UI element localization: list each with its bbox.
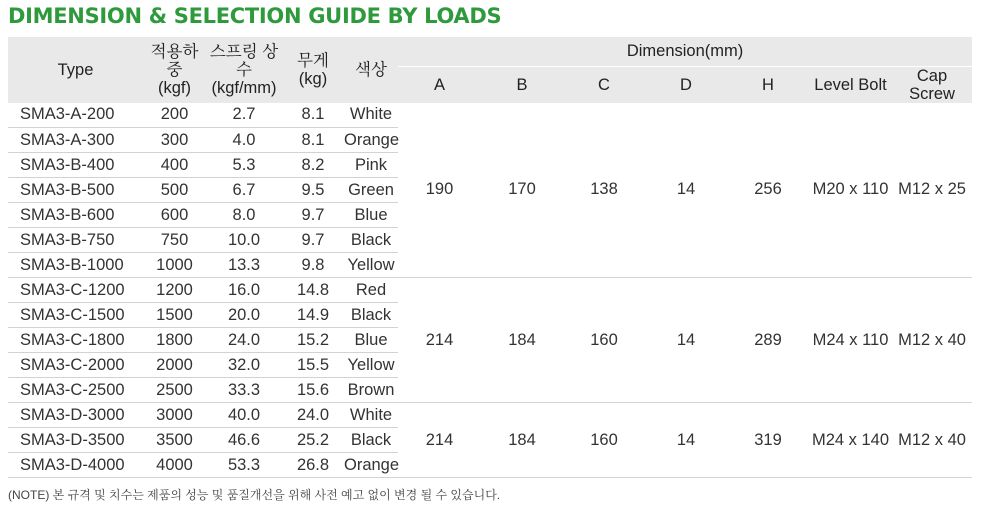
type-cell: SMA3-D-3000 [8, 403, 143, 428]
load-cell: 1500 [143, 303, 206, 328]
color-cell: Blue [344, 203, 398, 228]
level-bolt-cell: M24 x 140 [809, 403, 892, 478]
cap-screw-cell: M12 x 25 [892, 103, 972, 278]
selection-table [8, 37, 972, 478]
spring-cell: 2.7 [206, 103, 282, 128]
color-cell: Black [344, 303, 398, 328]
type-cell: SMA3-C-1200 [8, 278, 143, 303]
load-cell: 2000 [143, 353, 206, 378]
header-load [143, 37, 206, 103]
header-color: 색상 [344, 37, 398, 103]
weight-cell: 8.1 [282, 128, 344, 153]
header-a: A [398, 66, 481, 103]
color-cell: Orange [344, 453, 398, 478]
dim-d-cell: 14 [645, 278, 727, 403]
load-cell: 300 [143, 128, 206, 153]
header-d: D [645, 66, 727, 103]
weight-cell: 26.8 [282, 453, 344, 478]
color-cell: Brown [344, 378, 398, 403]
type-cell: SMA3-B-750 [8, 228, 143, 253]
page-title: DIMENSION & SELECTION GUIDE BY LOADS [8, 4, 502, 28]
spring-cell: 46.6 [206, 428, 282, 453]
dim-a-cell: 214 [398, 278, 481, 403]
dim-h-cell: 256 [727, 103, 809, 278]
table-row [8, 403, 972, 428]
load-cell: 4000 [143, 453, 206, 478]
type-cell: SMA3-D-3500 [8, 428, 143, 453]
header-level-bolt: Level Bolt [809, 66, 892, 103]
type-cell: SMA3-C-2500 [8, 378, 143, 403]
header-h: H [727, 66, 809, 103]
weight-cell: 9.7 [282, 203, 344, 228]
spring-cell: 40.0 [206, 403, 282, 428]
header-load-unit: (kgf) [158, 78, 191, 97]
weight-cell: 25.2 [282, 428, 344, 453]
spring-cell: 13.3 [206, 253, 282, 278]
header-load-label: 적용하중 [150, 42, 199, 79]
header-spring-unit: (kgf/mm) [211, 78, 277, 97]
load-cell: 200 [143, 103, 206, 128]
weight-cell: 9.7 [282, 228, 344, 253]
dim-c-cell: 138 [563, 103, 645, 278]
header-spring [206, 37, 282, 103]
type-cell: SMA3-C-1800 [8, 328, 143, 353]
dim-d-cell: 14 [645, 103, 727, 278]
weight-cell: 24.0 [282, 403, 344, 428]
color-cell: Orange [344, 128, 398, 153]
color-cell: Blue [344, 328, 398, 353]
dim-h-cell: 319 [727, 403, 809, 478]
dim-a-cell: 214 [398, 403, 481, 478]
weight-cell: 15.2 [282, 328, 344, 353]
spring-cell: 24.0 [206, 328, 282, 353]
spring-cell: 10.0 [206, 228, 282, 253]
type-cell: SMA3-D-4000 [8, 453, 143, 478]
color-cell: Black [344, 228, 398, 253]
table-header [8, 37, 972, 103]
table-body [8, 103, 972, 478]
dim-d-cell: 14 [645, 403, 727, 478]
footnote: (NOTE) 본 규격 및 치수는 제품의 성능 및 품질개선을 위해 사전 예고 없이 변경 될 수 있습니다. [8, 488, 501, 502]
load-cell: 600 [143, 203, 206, 228]
type-cell: SMA3-B-400 [8, 153, 143, 178]
load-cell: 1000 [143, 253, 206, 278]
load-cell: 500 [143, 178, 206, 203]
type-cell: SMA3-B-500 [8, 178, 143, 203]
color-cell: Black [344, 428, 398, 453]
table-row [8, 278, 972, 303]
header-dimension: Dimension(mm) [398, 37, 972, 66]
color-cell: Yellow [344, 353, 398, 378]
type-cell: SMA3-B-600 [8, 203, 143, 228]
weight-cell: 15.6 [282, 378, 344, 403]
header-spring-label: 스프링 상수 [209, 42, 279, 79]
spring-cell: 33.3 [206, 378, 282, 403]
dim-a-cell: 190 [398, 103, 481, 278]
load-cell: 2500 [143, 378, 206, 403]
header-cap-screw: Cap Screw [892, 66, 972, 103]
load-cell: 1800 [143, 328, 206, 353]
level-bolt-cell: M24 x 110 [809, 278, 892, 403]
color-cell: Green [344, 178, 398, 203]
header-weight-label: 무게 [297, 51, 329, 70]
weight-cell: 9.8 [282, 253, 344, 278]
cap-screw-cell: M12 x 40 [892, 403, 972, 478]
spring-cell: 20.0 [206, 303, 282, 328]
color-cell: Pink [344, 153, 398, 178]
weight-cell: 9.5 [282, 178, 344, 203]
weight-cell: 14.8 [282, 278, 344, 303]
weight-cell: 15.5 [282, 353, 344, 378]
weight-cell: 8.1 [282, 103, 344, 128]
dim-c-cell: 160 [563, 403, 645, 478]
spring-cell: 32.0 [206, 353, 282, 378]
dim-b-cell: 184 [481, 403, 563, 478]
spring-cell: 53.3 [206, 453, 282, 478]
spring-cell: 6.7 [206, 178, 282, 203]
type-cell: SMA3-B-1000 [8, 253, 143, 278]
color-cell: White [344, 403, 398, 428]
type-cell: SMA3-A-200 [8, 103, 143, 128]
header-b: B [481, 66, 563, 103]
type-cell: SMA3-C-1500 [8, 303, 143, 328]
table-row [8, 103, 972, 128]
spring-cell: 4.0 [206, 128, 282, 153]
weight-cell: 14.9 [282, 303, 344, 328]
weight-cell: 8.2 [282, 153, 344, 178]
load-cell: 750 [143, 228, 206, 253]
level-bolt-cell: M20 x 110 [809, 103, 892, 278]
spring-cell: 8.0 [206, 203, 282, 228]
load-cell: 3500 [143, 428, 206, 453]
header-weight-unit: (kg) [298, 69, 328, 88]
load-cell: 3000 [143, 403, 206, 428]
type-cell: SMA3-A-300 [8, 128, 143, 153]
color-cell: Red [344, 278, 398, 303]
spring-cell: 16.0 [206, 278, 282, 303]
color-cell: Yellow [344, 253, 398, 278]
dim-h-cell: 289 [727, 278, 809, 403]
type-cell: SMA3-C-2000 [8, 353, 143, 378]
spring-cell: 5.3 [206, 153, 282, 178]
dim-b-cell: 184 [481, 278, 563, 403]
cap-screw-cell: M12 x 40 [892, 278, 972, 403]
dim-b-cell: 170 [481, 103, 563, 278]
load-cell: 400 [143, 153, 206, 178]
color-cell: White [344, 103, 398, 128]
dim-c-cell: 160 [563, 278, 645, 403]
load-cell: 1200 [143, 278, 206, 303]
header-c: C [563, 66, 645, 103]
header-type: Type [8, 37, 143, 103]
header-weight [282, 37, 344, 103]
